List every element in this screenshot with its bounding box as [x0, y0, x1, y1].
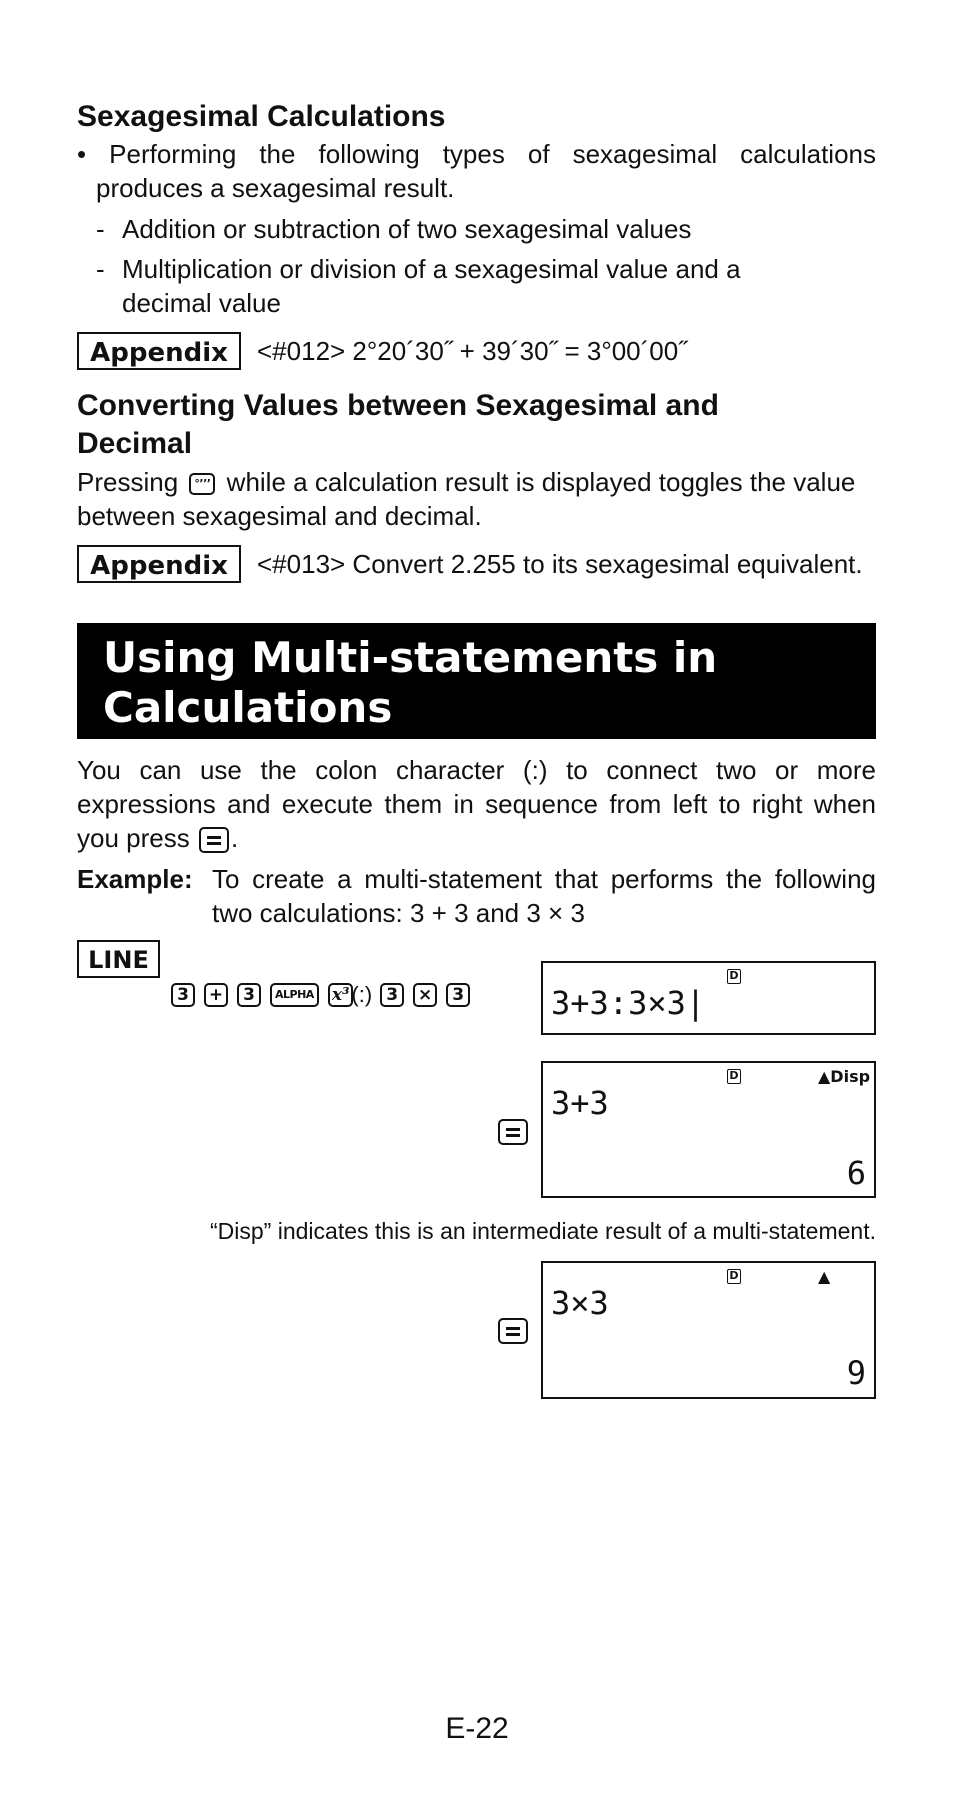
- example-label: Example:: [77, 864, 193, 894]
- disp-indicator: ▲Disp: [818, 1067, 871, 1086]
- multiply-key-icon: ×: [413, 983, 437, 1007]
- equals-key-icon: [199, 827, 229, 853]
- sexagesimal-key-icon: °’’’: [189, 473, 215, 495]
- plus-key-icon: +: [204, 983, 228, 1007]
- page-number: E-22: [445, 1712, 509, 1745]
- appendix-reference: <#012> 2°20´30˝ + 39´30˝ = 3°00´00˝: [257, 336, 687, 366]
- list-item-multiplication: Multiplication or division of a sexagesimal value and a: [122, 254, 741, 284]
- example-text-line1: To create a multi-statement that performs the following: [212, 864, 876, 894]
- display-result: 9: [846, 1354, 866, 1392]
- key-sequence: [171, 982, 479, 1008]
- key-3: 3: [237, 983, 261, 1007]
- paragraph-text: Pressing: [77, 467, 179, 497]
- list-item-multiplication-cont: decimal value: [122, 288, 281, 318]
- x-cubed-key: x³: [328, 983, 354, 1007]
- display-expression: 3+3: [551, 1084, 609, 1122]
- calculator-display-1: [541, 961, 876, 1035]
- banner-title-line2: Calculations: [103, 683, 393, 732]
- list-item-addition: Addition or subtraction of two sexagesimal values: [122, 214, 692, 244]
- banner-title-line1: Using Multi-statements in: [103, 633, 718, 682]
- key-3: 3: [380, 983, 404, 1007]
- intro-period: .: [230, 823, 239, 853]
- degree-mode-indicator: D: [727, 1069, 741, 1084]
- bullet-text-line2: produces a sexagesimal result.: [96, 173, 455, 203]
- paragraph-text: while a calculation result is displayed toggles the value: [226, 467, 856, 497]
- section-heading-converting: Converting Values between Sexagesimal and: [77, 389, 719, 422]
- key-3: 3: [446, 983, 470, 1007]
- section-heading-sexagesimal: Sexagesimal Calculations: [77, 100, 446, 133]
- intro-line1: You can use the colon character (:) to connect two or more: [77, 755, 876, 785]
- key-3: 3: [171, 983, 195, 1007]
- intro-line2: expressions and execute them in sequence from left to right when: [77, 789, 876, 819]
- display-expression: 3×3: [551, 1284, 609, 1322]
- section-banner: [77, 623, 876, 739]
- degree-mode-indicator: D: [727, 1269, 741, 1284]
- list-dash: -: [96, 214, 105, 244]
- mode-tag-line: LINE: [77, 940, 160, 978]
- appendix-reference: <#013> Convert 2.255 to its sexagesimal equivalent.: [257, 549, 863, 579]
- disp-note: “Disp” indicates this is an intermediate result of a multi-statement.: [210, 1218, 876, 1244]
- up-arrow-indicator: ▲: [818, 1267, 831, 1286]
- display-result: 6: [846, 1154, 866, 1192]
- colon-label: (:): [351, 982, 373, 1007]
- example-text-line2: two calculations: 3 + 3 and 3 × 3: [212, 898, 585, 928]
- intro-text: you press: [77, 823, 190, 853]
- section-heading-converting-cont: Decimal: [77, 427, 193, 460]
- degree-mode-indicator: D: [727, 969, 741, 984]
- equals-key-icon: [498, 1119, 528, 1145]
- appendix-tag: Appendix: [77, 332, 241, 370]
- equals-key-icon: [498, 1318, 528, 1344]
- display-expression: 3+3:3×3|: [551, 984, 706, 1022]
- paragraph-toggle-cont: between sexagesimal and decimal.: [77, 501, 482, 531]
- intro-line3: [77, 821, 238, 855]
- appendix-tag: Appendix: [77, 545, 241, 583]
- alpha-key: ALPHA: [270, 983, 319, 1007]
- calculator-display-3: [541, 1261, 876, 1399]
- calculator-display-2: [541, 1061, 876, 1198]
- bullet-text-line1: • Performing the following types of sexagesimal calculations: [77, 139, 876, 169]
- list-dash: -: [96, 254, 105, 284]
- paragraph-toggle: [77, 465, 876, 499]
